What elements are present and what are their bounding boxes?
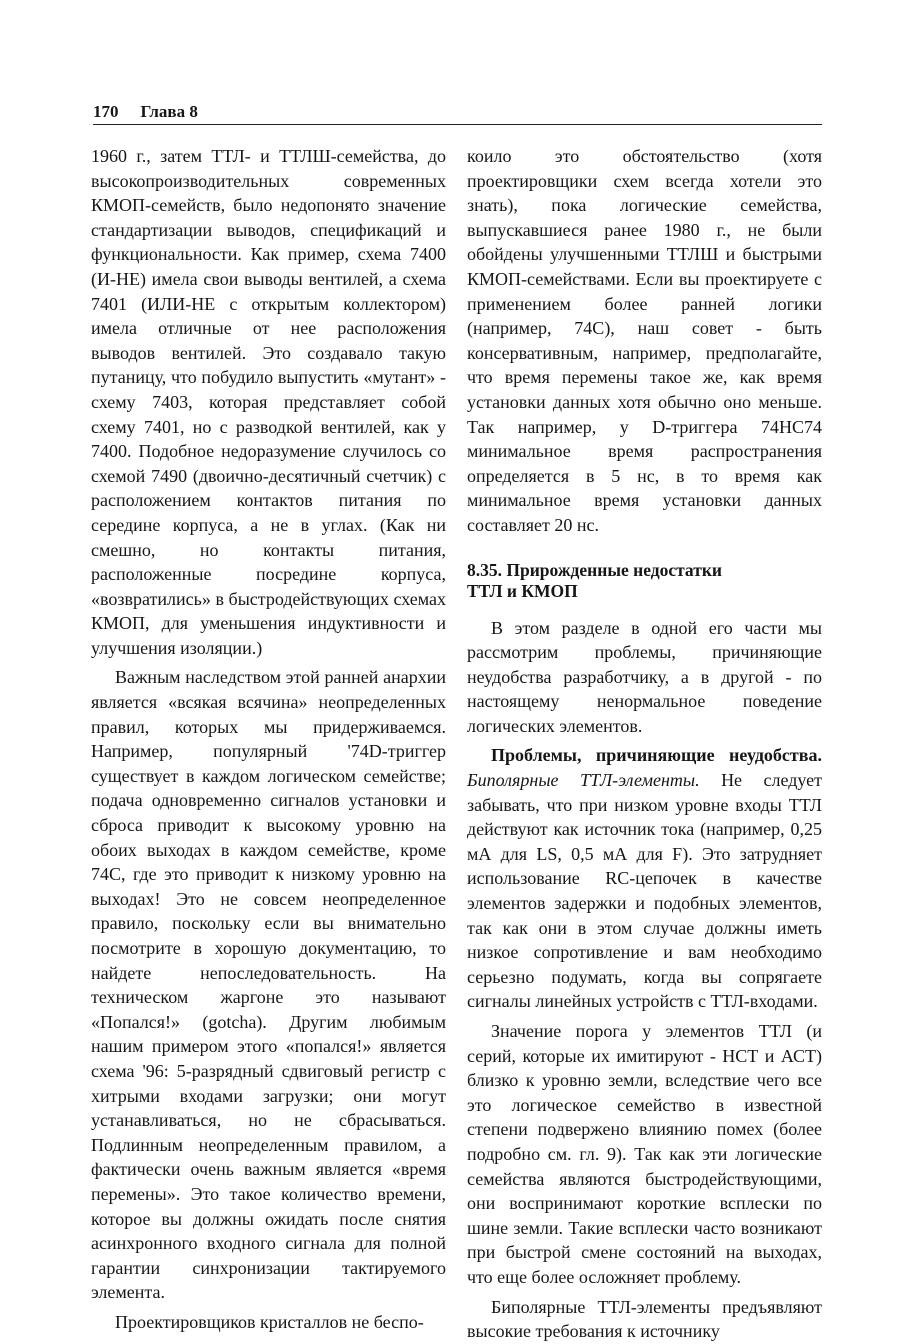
italic-subheading: Биполярные ТТЛ-элементы. bbox=[467, 770, 700, 791]
section-heading-line: ТТЛ и КМОП bbox=[467, 580, 578, 601]
paragraph: коило это обстоятельство (хотя проектировщики схем всегда хотели это знать), пока логические семейства, выпускавшиеся ранее 1980 г., не были обойдены улучшенными ТТЛШ и быстрыми КМОП-семействами. Если вы проектируете с применением более ранней логики (например, 74С), наш совет - быть консервативным, например, предполагайте, что время перемены такое же, как время установки данных хотя обычно оно меньше. Так например, у D-триггера 74НС74 минимальное время распространения определяется в 5 нс, в то время как минимальное время установки данных составляет 20 нс. bbox=[467, 146, 822, 535]
right-column bbox=[467, 144, 822, 1344]
header-rule bbox=[93, 124, 822, 125]
paragraph: Значение порога у элементов ТТЛ (и серий, которые их имитируют - НСТ и АСТ) близко к уровню земли, вследствие чего все это логическое семейство в известной степени подвержено влиянию помех (более подробно см. гл. 9). Так как эти логические семейства являются быстродействующими, они воспринимают короткие всплески по шине земли. Такие всплески часто возникают при быстрой смене состояний на выходах, что еще более осложняет проблему. bbox=[467, 1021, 822, 1287]
paragraph-text: Не следует забывать, что при низком уровне входы ТТЛ действуют как источник тока (например, 0,25 мА для LS, 0,5 мА для F). Это затрудняет использование RC-цепочек в качестве элементов задержки и подобных элементов, так как они в этом случае должны иметь низкое сопротивление и вам необходимо серьезно подумать, когда вы сопрягаете сигналы линейных устройств с ТТЛ-входами. bbox=[467, 770, 823, 1012]
page-header bbox=[93, 102, 822, 122]
paragraph: 1960 г., затем ТТЛ- и ТТЛШ-семейства, до высокопроизводительных современных КМОП-семейств, было недопонято значение стандартизации выводов, спецификаций и функциональности. Как пример, схема 7400 (И-НЕ) имела свои выводы вентилей, а схема 7401 (ИЛИ-НЕ с открытым коллектором) имела отличные от нее расположения выводов вентилей. Это создавало такую путаницу, что побудило выпустить «мутант» - схему 7403, которая представляет собой схему 7401, но с разводкой вентилей, как у 7400. Подобное недоразумение случилось со схемой 7490 (двоично-десятичный счетчик) с расположением контактов питания по середине корпуса, а не в углах. (Как ни смешно, но контакты питания, расположенные посредине корпуса, «возвратились» в быстродействующих схемах КМОП, для уменьшения индуктивности и улучшения изоляции.) bbox=[91, 146, 446, 658]
paragraph: Важным наследством этой ранней анархии является «всякая всячина» неопределенных правил, которых мы придерживаемся. Например, популярный '74D-триггер существует в каждом логическом семействе; подача одновременно сигналов установки и сброса приводит к высокому уровню на обоих выходах в каждом семействе, кроме 74С, где это приводит к низкому уровню на выходах! Это не совсем неопределенное правило, поскольку если вы внимательно посмотрите в хорошую документацию, то найдете непоследовательность. На техническом жаргоне это называют «Попался!» (gotcha). Другим любимым нашим примером этого «попался!» является схема '96: 5-разрядный сдвиговый регистр с хитрыми входами загрузки; они могут устанавливаться, но не сбрасываться. Подлинным неопределенным правилом, а фактически очень важным является «время перемены». Это такое количество времени, которое вы должны ожидать после снятия асинхронного входного сигнала для полной гарантии синхронизации тактируемого элемента. bbox=[91, 667, 446, 1303]
page-number: 170 bbox=[93, 102, 119, 121]
run-in-heading: Проблемы, причиняющие неудобства. bbox=[491, 745, 822, 766]
paragraph: Проектировщиков кристаллов не беспо- bbox=[115, 1311, 424, 1332]
paragraph: Биполярные ТТЛ-элементы предъявляют высокие требования к источнику bbox=[467, 1296, 822, 1342]
section-heading bbox=[467, 560, 822, 602]
section-heading-line: 8.35. Прирожденные недостатки bbox=[467, 559, 722, 580]
paragraph bbox=[467, 743, 822, 1014]
left-column bbox=[91, 144, 446, 1335]
chapter-title: Глава 8 bbox=[140, 102, 198, 121]
paragraph: В этом разделе в одной его части мы рассмотрим проблемы, причиняющие неудобства разработчику, а в другой - по настоящему ненормальное поведение логических элементов. bbox=[467, 617, 822, 736]
